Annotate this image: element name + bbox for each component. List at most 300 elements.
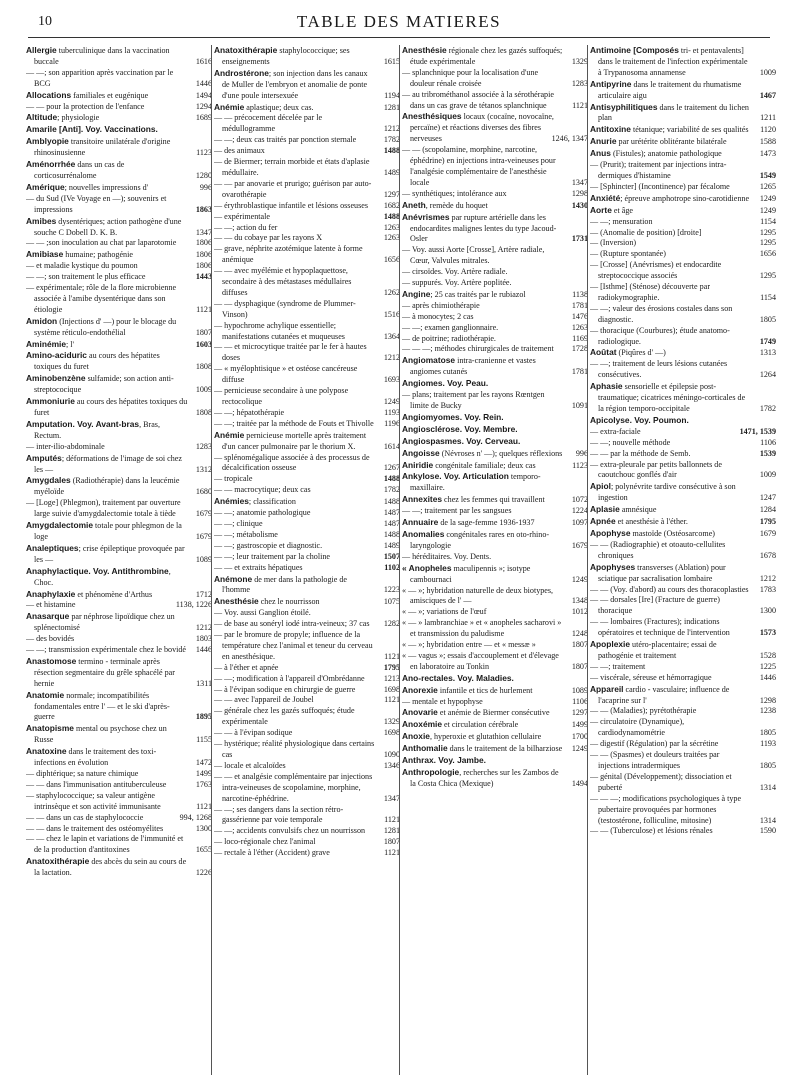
- index-entry: [26, 723, 212, 746]
- index-entry: [26, 68, 212, 90]
- index-entry-page: 1311: [196, 678, 212, 688]
- index-entry: [214, 419, 400, 430]
- index-entry-page: 1682: [383, 200, 400, 210]
- index-entry: [590, 794, 776, 827]
- index-entry-text: — à monocytes; 2 cas: [402, 311, 474, 321]
- index-entry: [402, 390, 588, 412]
- index-entry-text: — — (Tuberculose) et lésions rénales: [590, 826, 713, 836]
- index-entry-text: — —; deux cas traités par ponction sternale: [214, 135, 357, 145]
- index-entry-page: 1283: [571, 78, 588, 88]
- index-entry: [214, 474, 400, 485]
- index-entry-text: — — dans un cas de staphylococcie: [26, 812, 144, 822]
- index-entry-text: Anoxie, hyperoxie et glutathion cellulaire: [402, 731, 542, 742]
- index-entry-page: 1781: [571, 300, 588, 310]
- index-entry: [590, 136, 776, 148]
- index-entry: [26, 791, 212, 813]
- index-entry-page: 1090: [383, 750, 400, 759]
- index-entry-text: — après chimiothérapie: [402, 300, 480, 310]
- index-entry-text: — splanchnique pour la localisation d'une douleur rénale croisée: [402, 67, 539, 88]
- index-entry: [590, 217, 776, 228]
- index-entry-text: Angiosclérose. Voy. Membre.: [402, 423, 518, 434]
- index-entry-page: 1284: [759, 505, 776, 515]
- index-entry: [402, 767, 588, 790]
- index-entry-text: Annexites chez les femmes qui travaillent: [402, 494, 545, 505]
- index-entry: [402, 111, 588, 145]
- index-entry-text: — —; hépatothérapie: [214, 407, 285, 417]
- index-entry-page: 1467: [759, 90, 776, 100]
- index-entry-page: 1121: [196, 801, 212, 811]
- index-entry: [214, 805, 400, 827]
- index-entry: [26, 396, 212, 419]
- index-entry-text: Angiomes. Voy. Peau.: [402, 378, 489, 389]
- index-entry-page: 1281: [383, 102, 400, 112]
- index-entry: [214, 233, 400, 244]
- index-entry: [214, 146, 400, 157]
- index-entry: [590, 739, 776, 750]
- index-entry-text: « — »; hybridation entre — et « messæ »: [402, 640, 536, 650]
- index-entry: [214, 619, 400, 630]
- index-entry: [402, 334, 588, 345]
- index-entry-page: 1473: [759, 149, 776, 159]
- index-entry-page: 1712: [195, 589, 212, 599]
- index-entry-page: 1212: [383, 353, 400, 363]
- index-entry-page: 1263: [571, 322, 588, 332]
- index-entry: [26, 780, 212, 791]
- index-entry-text: Angiomatose intra-cranienne et vastes angiomes cutanés: [402, 355, 536, 377]
- index-entry-text: — [Sphincter] (Incontinence) par fécalome: [590, 181, 730, 191]
- index-entry-text: — — dorsales [Ire] (Fracture de guerre) thoracique: [590, 595, 720, 616]
- index-entry-text: — du Sud (IVe Voyage en —); souvenirs et impressions: [26, 193, 167, 214]
- index-entry: [590, 540, 776, 562]
- index-entry: [214, 826, 400, 837]
- index-entry-text: Amygdalectomie totale pour phlegmon de la loge: [26, 520, 182, 541]
- index-entry: [590, 260, 776, 282]
- index-entry-page: 1121: [384, 651, 400, 661]
- index-entry: [26, 136, 212, 159]
- index-entry-text: — — précocement décelée par le médullogramme: [214, 113, 323, 134]
- index-entry-page: 1138: [572, 289, 588, 299]
- index-entry: [214, 728, 400, 739]
- index-entry-page: 1698: [383, 684, 400, 694]
- index-entry: [26, 498, 212, 520]
- index-entry: [590, 79, 776, 102]
- index-entry-text: — —; examen ganglionnaire.: [402, 322, 499, 332]
- index-entry-page: 1294: [195, 101, 212, 111]
- index-entry-page: 1297: [571, 708, 588, 718]
- index-entry: [214, 386, 400, 408]
- index-entry: [26, 90, 212, 102]
- index-entry-page: 1488: [383, 529, 400, 539]
- index-entry-page: 1808: [195, 408, 212, 417]
- index-entry: [402, 607, 588, 618]
- index-entry-text: « — »; variations de l'œuf: [402, 607, 487, 617]
- index-entry-page: 1346: [383, 760, 400, 770]
- index-entry: [590, 124, 776, 136]
- index-entry: [402, 618, 588, 640]
- index-entry-text: — — (Radiographie) et otoauto-cellulites chroniques: [590, 539, 726, 560]
- index-entry-page: 1347: [383, 793, 400, 803]
- index-entry-text: — thoracique (Courbures); étude anatomo-radiologique.: [590, 325, 730, 346]
- index-entry-page: 1446: [195, 645, 212, 655]
- index-entry-text: Anovarie et anémie de Biermer consécutive: [402, 707, 550, 718]
- column-divider: [399, 45, 400, 1075]
- index-entry-page: 1138, 1226: [175, 600, 212, 610]
- index-entry-text: Aoûtat (Piqûres d' —): [590, 347, 666, 358]
- index-entry: [402, 517, 588, 529]
- index-entry-page: 1120: [760, 125, 776, 135]
- index-entry: [590, 438, 776, 449]
- index-entry-page: 1265: [759, 181, 776, 191]
- index-entry-page: 1364: [383, 331, 400, 341]
- index-entry: [590, 481, 776, 504]
- index-entry: [214, 695, 400, 706]
- index-entry-page: 1169: [572, 333, 588, 343]
- index-entry: [26, 746, 212, 769]
- index-entry-page: 1655: [195, 845, 212, 855]
- index-entry-text: Aminobenzène sulfamide; son action anti-streptococique: [26, 373, 174, 395]
- index-entry-text: Anémies; classification: [214, 496, 296, 507]
- index-entry-page: 1499: [195, 769, 212, 778]
- index-entry-text: — viscérale, séreuse et hémorragique: [590, 672, 712, 682]
- index-entry-page: 1656: [383, 255, 400, 265]
- index-entry-text: — pernicieuse secondaire à une polypose rectocolique: [214, 386, 349, 406]
- index-entry-text: — —; clinique: [214, 518, 263, 528]
- index-entry-page: 1763: [195, 779, 212, 789]
- index-entry-text: — — (Maladies); pyrétothérapie: [590, 706, 697, 716]
- index-entry-page: 1494: [195, 90, 212, 100]
- index-entry-page: 1313: [759, 348, 776, 358]
- index-entry: [214, 541, 400, 552]
- index-entry-text: — —; traitement par les sangsues: [402, 506, 512, 516]
- index-entry-text: — —; anatomie pathologique: [214, 508, 311, 518]
- index-entry: [26, 238, 212, 249]
- index-entry-text: — digestif (Régulation) par la sécrétine: [590, 739, 719, 749]
- index-entry-text: — extra-faciale: [590, 426, 641, 436]
- index-entry-text: Anurie par urétérite oblitérante bilatérale: [590, 136, 727, 147]
- index-entry-text: Ankylose. Voy. Articulation temporo-maxillaire.: [402, 471, 541, 493]
- index-entry: [402, 563, 588, 586]
- index-entry-page: 1443: [195, 272, 212, 282]
- index-entry: [214, 266, 400, 299]
- index-entry-page: 1193: [384, 407, 400, 417]
- index-entry: [590, 585, 776, 596]
- index-entry-text: — —; accidents convulsifs chez un nourrisson: [214, 826, 366, 836]
- index-entry-page: 1212: [383, 124, 400, 134]
- index-entry: [214, 574, 400, 597]
- index-entry: [402, 355, 588, 378]
- index-entry-text: Anesthésiques locaux (cocaïne, novocaïne, percaïne) et réactions diverses des fibres nerveuses: [402, 111, 554, 144]
- index-entry: [26, 566, 212, 589]
- index-entry-text: Anatopisme mental ou psychose chez un Russe: [26, 723, 167, 745]
- index-entry-text: Altitude; physiologie: [26, 112, 100, 123]
- index-entry: [214, 453, 400, 475]
- index-entry-text: — hypochrome achylique essentielle; manifestations cutanées et muqueuses: [214, 320, 345, 341]
- index-column-4: [590, 45, 776, 1075]
- index-entry-text: — —; traitement de leurs lésions cutanées consécutives.: [590, 359, 728, 380]
- index-entry-page: 1193: [760, 739, 776, 749]
- index-column-2: [214, 45, 400, 1075]
- index-entry-page: 1616: [195, 56, 212, 66]
- index-entry-text: « Anopheles maculipennis »; isotype cambournaci: [402, 562, 531, 584]
- index-entry: [402, 189, 588, 200]
- index-entry-page: 1678: [759, 550, 776, 560]
- index-entry: [402, 267, 588, 278]
- index-entry-page: 1264: [759, 370, 776, 380]
- index-entry-text: — —; traitement: [590, 661, 646, 671]
- index-entry: [590, 460, 776, 482]
- index-entry-text: — — ;son inoculation au chat par laparotomie: [26, 238, 177, 248]
- index-entry: [26, 112, 212, 124]
- index-entry-text: — (Rupture spontanée): [590, 249, 666, 259]
- index-entry-text: Amérique; nouvelles impressions d': [26, 181, 149, 192]
- index-entry: [402, 697, 588, 708]
- index-entry: [26, 656, 212, 690]
- index-entry-text: — expérimentale; rôle de la flore microbienne associée à l'amibe dysentérique dans son étiologie: [26, 283, 177, 314]
- index-entry-text: Allocations familiales et eugénique: [26, 89, 149, 100]
- index-entry-page: 1238: [759, 706, 776, 716]
- index-entry: [214, 201, 400, 212]
- index-entry: [590, 562, 776, 585]
- index-entry-page: 1590: [759, 826, 776, 836]
- index-entry-text: Anesthésie chez le nourrisson: [214, 596, 320, 607]
- index-entry-text: — — lombaires (Fractures); indications opératoires et technique de l'intervention: [590, 617, 730, 638]
- index-entry: [590, 238, 776, 249]
- index-entry: [26, 283, 212, 316]
- index-entry: [590, 359, 776, 381]
- index-entry: [26, 373, 212, 396]
- index-entry: [590, 772, 776, 794]
- index-entry-text: — — par la méthode de Semb.: [590, 448, 691, 458]
- index-entry-text: Anus (Fistules); anatomie pathologique: [590, 148, 722, 159]
- index-entry: [214, 674, 400, 685]
- index-entry-text: — — et microcytique traitée par le fer à hautes doses: [214, 342, 367, 363]
- index-entry-page: 1489: [383, 540, 400, 550]
- index-entry: [26, 690, 212, 724]
- index-entry-page: 1806: [195, 238, 212, 248]
- index-entry-text: Anaphylaxie et phénomène d'Arthus: [26, 588, 153, 599]
- index-entry: [214, 342, 400, 364]
- page-header: [38, 12, 760, 34]
- index-entry-page: 1487: [383, 508, 400, 518]
- index-entry-text: — par le bromure de propyle; influence de la température chez l'animal et teneur du cerveau en anesthésique.: [214, 630, 373, 661]
- index-entry: [214, 299, 400, 321]
- index-entry: [26, 769, 212, 780]
- index-entry-page: 1679: [759, 528, 776, 538]
- index-entry-page: 1223: [383, 585, 400, 595]
- index-entry: [26, 102, 212, 113]
- index-entry-text: — Voy. aussi Ganglion étoilé.: [214, 608, 311, 618]
- index-entry-text: Anoxémie et circulation cérébrale: [402, 719, 519, 730]
- index-entry: [214, 608, 400, 619]
- index-entry-page: 1588: [759, 137, 776, 147]
- index-entry-text: — — et extraits hépatiques: [214, 562, 303, 572]
- index-entry-page: 1656: [759, 249, 776, 259]
- index-entry-page: 1539: [759, 448, 776, 458]
- index-entry-text: — [Crosse] (Anévrismes) et endocardite streptococcique associés: [590, 260, 722, 281]
- index-entry-page: 1488: [383, 474, 400, 484]
- index-entry-text: — à l'éther et apnée: [214, 662, 279, 672]
- index-entry-text: — génital (Développement); dissociation et puberté: [590, 771, 732, 792]
- index-entry-text: Anévrismes par rupture artérielle dans les endocardites malignes lentes du type Jacoud-Osler: [402, 211, 557, 244]
- index-entry: [214, 530, 400, 541]
- index-entry: [402, 448, 588, 460]
- index-entry-text: Ammoniurie au cours des hépatites toxiques du furet: [26, 396, 188, 417]
- index-entry: [214, 552, 400, 563]
- index-entry: [26, 339, 212, 351]
- index-entry-text: Antimoine [Composés tri- et pentavalents] dans le traitement de l'infection expérimentale à Trypanosoma annamense: [590, 45, 748, 77]
- index-entry-text: — splénomégalique associée à des processus de décalcification osseuse: [214, 452, 370, 473]
- index-entry-text: Androstérone; son injection dans les canaux de Muller de l'embryon et anomalie de ponte d'une poule intersexuée: [214, 67, 368, 100]
- index-entry-page: 1731: [571, 234, 588, 244]
- index-entry-page: 1211: [760, 113, 776, 123]
- index-entry-text: — —; modification à l'appareil d'Ombrédanne: [214, 673, 365, 683]
- index-entry-page: 1121: [384, 848, 400, 858]
- index-entry-text: — — dans l'immunisation antituberculeuse: [26, 779, 167, 789]
- index-entry-text: — — avec l'appareil de Joubel: [214, 695, 314, 705]
- index-entry-page: 1300: [759, 606, 776, 616]
- index-entry-page: 1615: [383, 56, 400, 66]
- index-entry-page: 1295: [759, 238, 776, 248]
- index-entry: [402, 289, 588, 301]
- index-entry-text: Amidon (Injections d' —) pour le blocage du système réticulo-endothélial: [26, 315, 177, 337]
- index-entry: [402, 424, 588, 436]
- index-entry-text: — —; nouvelle méthode: [590, 437, 671, 447]
- index-entry: [402, 506, 588, 517]
- index-entry: [402, 707, 588, 719]
- index-entry-text: — et maladie kystique du poumon: [26, 261, 138, 271]
- index-entry-text: Antipyrine dans le traitement du rhumatisme articulaire aigu: [590, 78, 742, 100]
- index-entry-page: 1091: [571, 401, 588, 410]
- index-entry-page: 1805: [759, 728, 776, 738]
- index-entry: [402, 436, 588, 448]
- index-entry-page: 1693: [383, 375, 400, 385]
- index-entry-page: 1225: [759, 661, 776, 671]
- index-entry: [590, 160, 776, 182]
- index-entry: [590, 662, 776, 673]
- index-entry-page: 1895: [195, 712, 212, 722]
- index-entry-text: — extra-pleurale par petits ballonnets de caoutchouc gonflés d'air: [590, 459, 722, 480]
- index-entry-page: 1295: [759, 227, 776, 237]
- index-entry: [402, 301, 588, 312]
- index-entry-text: — suppurés. Voy. Artère poplitée.: [402, 278, 512, 288]
- index-entry: [402, 200, 588, 212]
- index-entry-page: 1249: [571, 574, 588, 584]
- index-entry: [402, 640, 588, 651]
- index-entry: [26, 543, 212, 566]
- index-entry: [214, 485, 400, 496]
- index-entry: [214, 223, 400, 234]
- index-entry-page: 1249: [759, 205, 776, 215]
- index-entry-page: 1698: [383, 728, 400, 738]
- index-entry-text: — —; valeur des érosions costales dans son diagnostic.: [590, 303, 733, 324]
- index-entry-page: 1347: [195, 227, 212, 237]
- index-entry-page: 1347: [571, 177, 588, 187]
- index-entry: [26, 520, 212, 543]
- index-entry: [590, 427, 776, 438]
- index-entry-text: — de base au sonéryl iodé intra-veineux; 37 cas: [214, 619, 370, 629]
- index-entry-page: 996: [199, 182, 212, 192]
- index-entry-page: 1494: [571, 778, 588, 788]
- index-entry-text: Amputés; déformations de l'image de soi chez les —: [26, 452, 182, 474]
- index-entry: [214, 563, 400, 574]
- index-entry-text: Anémone de mer dans la pathologie de l'homme: [214, 573, 348, 595]
- index-entry-text: — et histamine: [26, 600, 76, 610]
- index-entry-text: — loco-régionale chez l'animal: [214, 837, 316, 847]
- index-entry: [590, 193, 776, 205]
- index-entry-text: Allergie tuberculinique dans la vaccination buccale: [26, 45, 170, 66]
- index-entry: [402, 586, 588, 608]
- index-entry-page: 1446: [195, 78, 212, 88]
- index-entry-text: — — chez le lapin et variations de l'immunité et de la production d'antitoxines: [26, 834, 184, 855]
- index-entry: [26, 216, 212, 239]
- index-entry-text: — mentale et hypophyse: [402, 696, 483, 706]
- index-entry-page: 1781: [571, 367, 588, 377]
- index-entry-text: — des animaux: [214, 146, 265, 156]
- index-entry-text: Aménorrhée dans un cas de corticosurrénalome: [26, 159, 125, 180]
- index-entry: [214, 45, 400, 68]
- index-entry-page: 1679: [195, 509, 212, 519]
- index-entry-page: 1097: [571, 518, 588, 528]
- index-entry: [214, 848, 400, 859]
- index-entry: [402, 731, 588, 743]
- index-entry-page: 1106: [572, 696, 588, 706]
- index-entry-page: 1249: [759, 193, 776, 203]
- index-entry: [26, 124, 212, 136]
- index-entry-page: 1488: [383, 146, 400, 156]
- index-entry-page: 1249: [383, 397, 400, 406]
- index-entry: [214, 706, 400, 728]
- index-entry: [590, 45, 776, 79]
- index-entry-text: Anatoxithérapie des abcès du sein au cours de la lactation.: [26, 856, 187, 878]
- index-entry-page: 1805: [759, 314, 776, 324]
- index-entry-page: 1121: [384, 695, 400, 705]
- index-entry-page: 1807: [571, 640, 588, 650]
- index-entry: [590, 182, 776, 193]
- index-column-3: [402, 45, 588, 1075]
- index-entry-page: 1728: [571, 344, 588, 354]
- index-entry: [590, 706, 776, 717]
- index-entry: [590, 381, 776, 415]
- index-entry-text: Amarile [Anti]. Voy. Vaccinations.: [26, 124, 158, 135]
- index-entry-page: 1075: [383, 597, 400, 607]
- index-entry-text: Amygdales (Radiothérapie) dans la leucémie myéloïde: [26, 475, 180, 497]
- index-entry-page: 1196: [384, 418, 400, 428]
- index-entry-text: Anthropologie, recherches sur les Zambos de la Costa Chica (Mexique): [402, 767, 559, 788]
- index-entry-page: 1807: [195, 327, 212, 337]
- index-entry: [402, 278, 588, 289]
- index-entry-text: — [Loge] (Phlegmon), traitement par ouverture large suivie d'amygdalectomie totale à tiède: [26, 498, 181, 519]
- index-entry: [26, 824, 212, 835]
- index-entry-text: Apophyses transverses (Ablation) pour sciatique par sacralisation lombaire: [590, 561, 726, 583]
- index-entry-page: 1248: [571, 629, 588, 639]
- index-entry-page: 1154: [760, 292, 776, 302]
- index-entry-text: — rectale à l'éther (Accident) grave: [214, 848, 330, 858]
- index-entry-text: — staphylococcique; sa valeur antigène intrinsèque et son activité immunisante: [26, 790, 161, 811]
- index-entry-page: 1121: [572, 100, 588, 110]
- index-entry: [214, 408, 400, 419]
- page-title: TABLE DES MATIERES: [296, 12, 502, 31]
- index-entry: [214, 113, 400, 135]
- index-entry-page: 1749: [759, 336, 776, 346]
- index-entry-text: Ano-rectales. Voy. Maladies.: [402, 672, 514, 683]
- index-entry-text: — — dysphagique (syndrome de Plummer-Vinson): [214, 298, 356, 319]
- index-entry: [214, 179, 400, 201]
- index-entry-page: 1249: [571, 744, 588, 754]
- header-rule: [28, 37, 770, 38]
- index-entry: [26, 600, 212, 611]
- index-entry-text: — —; gastroscopie et diagnostic.: [214, 540, 323, 550]
- index-entry-page: 1863: [195, 204, 212, 214]
